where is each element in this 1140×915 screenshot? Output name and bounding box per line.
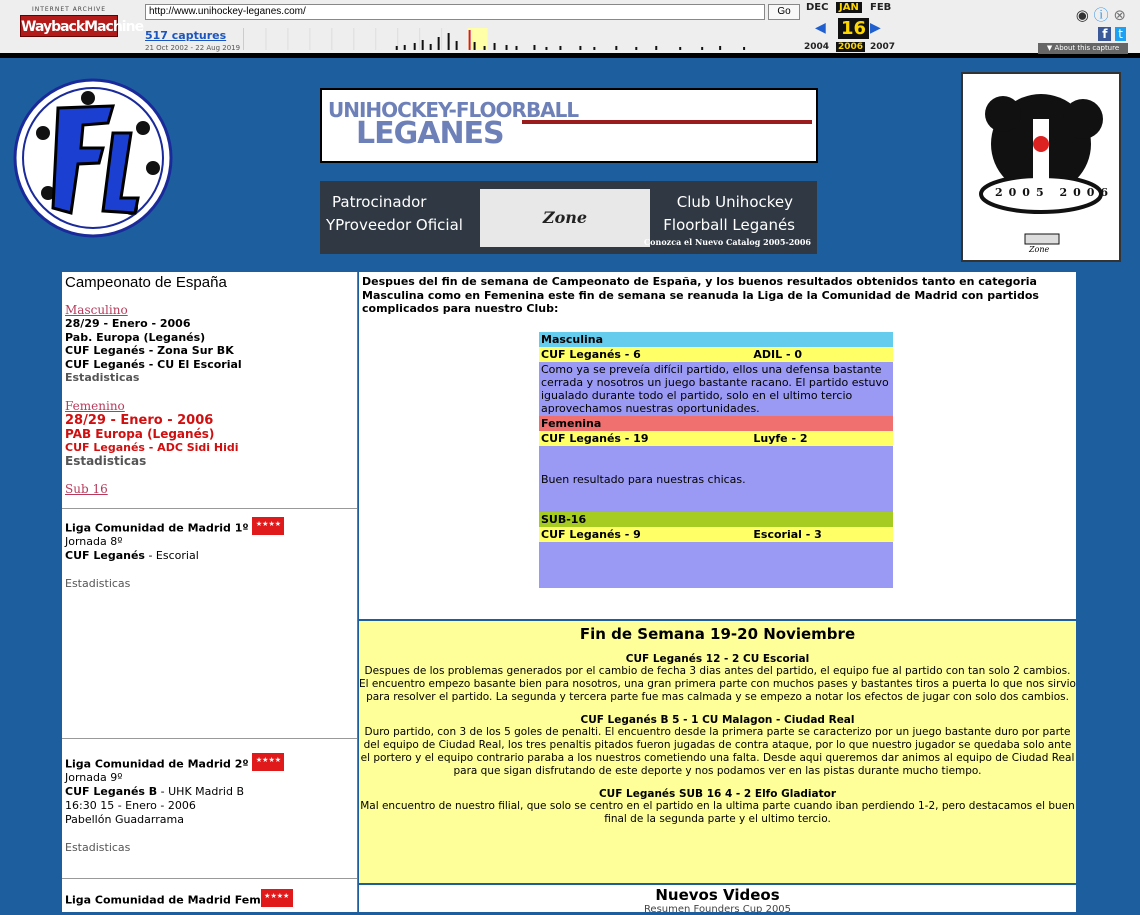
news-item-title: CUF Leganés SUB 16 4 - 2 Elfo Gladiator xyxy=(598,788,837,800)
sponsor-right-2: Floorball Leganés xyxy=(663,216,795,234)
liga1-rival: - Escorial xyxy=(144,549,199,562)
fem-line: CUF Leganés - ADC Sidi Hidi xyxy=(65,441,239,454)
fem-home-score: CUF Leganés - 19 xyxy=(539,431,751,446)
floorball-logo-letters: Fl xyxy=(13,78,14,79)
ligaf-title: Liga Comunidad de Madrid Fem xyxy=(65,893,261,907)
liga2-rival: - UHK Madrid B xyxy=(157,785,244,798)
sub16-report xyxy=(539,542,893,588)
sub16-home-score: CUF Leganés - 9 xyxy=(539,527,751,542)
captures-link[interactable]: 517 captures xyxy=(145,29,227,42)
sponsor-right-1: Club Unihockey xyxy=(676,193,793,211)
team-crest-image[interactable] xyxy=(961,72,1121,262)
sponsor-left-2: YProveedor Oficial xyxy=(326,216,463,234)
about-capture-button[interactable]: ▼ About this capture xyxy=(1038,43,1128,54)
sidebar-title: Campeonato de España xyxy=(65,274,227,291)
prev-arrow-icon[interactable]: ◀ xyxy=(815,20,826,36)
masc-line: CUF Leganés - Zona Sur BK xyxy=(65,344,234,357)
day-current: 16 xyxy=(838,18,869,39)
close-icon[interactable]: ⊗ xyxy=(1113,6,1126,24)
month-prev[interactable]: DEC xyxy=(806,2,829,13)
archive-label: INTERNET ARCHIVE xyxy=(31,6,107,13)
fem-line: 28/29 - Enero - 2006 xyxy=(65,412,214,428)
madrid-flag-icon: ★★★★ xyxy=(252,753,284,771)
news-item-title: CUF Leganés B 5 - 1 CU Malagon - Ciudad Real xyxy=(580,714,855,726)
madrid-flag-icon: ★★★★ xyxy=(252,517,284,535)
news-item-text: Duro partido, con 3 de los 5 goles de penalti. El encuentro desde la primera parte se caracterizo por un juego bastante duro por parte del equipo de Ciudad Real, los tres penaltis pitados fueron jugadas de contra ataque, por lo que nuestro jugador se quedaba solo ante el portero y el equipo contrario paraba a los nuestros cometiendo una falta. Desde aqui queremos dar animos al equipo de Ciudad Real para que sigan disfrutando de este deporte y nos podamos ver en las pistas durante mucho tiempo. xyxy=(360,726,1075,777)
masc-line: 28/29 - Enero - 2006 xyxy=(65,317,191,330)
crest-year: 2005 2006 xyxy=(995,186,1115,199)
main-content xyxy=(359,272,1076,915)
user-icon[interactable]: ◉ xyxy=(1075,6,1089,24)
fem-line: PAB Europa (Leganés) xyxy=(65,426,215,441)
zone-brand-logo: Zone xyxy=(480,189,650,247)
liga1-title: Liga Comunidad de Madrid 1º xyxy=(65,521,249,535)
madrid-flag-icon: ★★★★ xyxy=(261,889,293,907)
ligaf-section xyxy=(62,878,357,907)
masc-header: Masculina xyxy=(539,332,893,347)
news-title: Fin de Semana 19-20 Noviembre xyxy=(579,625,856,643)
sub16-away-score: Escorial - 3 xyxy=(751,527,893,542)
news-section xyxy=(359,619,1076,885)
liga2-stats-link[interactable]: Estadisticas xyxy=(65,841,131,854)
go-button[interactable]: Go xyxy=(768,4,800,20)
masc-away-score: ADIL - 0 xyxy=(751,347,893,362)
sub16-link[interactable]: Sub 16 xyxy=(65,482,108,496)
fem-stats-link[interactable]: Estadisticas xyxy=(65,453,147,468)
masc-stats-link[interactable]: Estadisticas xyxy=(65,371,140,384)
masculino-link[interactable]: Masculino xyxy=(65,303,128,317)
liga1-jornada: Jornada 8º xyxy=(65,535,123,548)
liga1-section xyxy=(62,508,357,738)
masc-line: CUF Leganés - CU El Escorial xyxy=(65,357,242,371)
masc-home-score: CUF Leganés - 6 xyxy=(539,347,751,362)
month-next[interactable]: FEB xyxy=(870,2,892,13)
wayback-logo[interactable] xyxy=(20,6,144,44)
year-next[interactable]: 2007 xyxy=(870,42,896,52)
crest-brand: Zone xyxy=(1029,245,1050,254)
videos-subtitle[interactable]: Resumen Founders Cup 2005 xyxy=(643,904,792,915)
intro-text: Despues del fin de semana de Campeonato de España, y los buenos resultados obtenidos tanto en categoria Masculina como en Femenina este fin de semana se reanuda la Liga de la Comunidad de Madrid con partidos complicados para nuestro Club: xyxy=(362,275,1039,315)
liga1-team: CUF Leganés xyxy=(65,549,145,562)
fem-report: Buen resultado para nuestras chicas. xyxy=(539,446,893,512)
year-current: 2006 xyxy=(838,42,864,52)
next-arrow-icon[interactable]: ▶ xyxy=(870,20,881,36)
news-item-title: CUF Leganés 12 - 2 CU Escorial xyxy=(625,653,810,665)
crest-drawing xyxy=(963,74,1119,260)
about-capture-label: About this capture xyxy=(1054,44,1120,52)
month-current: JAN xyxy=(836,2,862,13)
wayback-toolbar xyxy=(0,0,1140,58)
fem-away-score: Luyfe - 2 xyxy=(751,431,893,446)
liga2-jornada: Jornada 9º xyxy=(65,771,123,784)
news-item-text: Mal encuentro de nuestro filial, que solo se centro en el partido en la ultima parte cuando iban perdiendo 1-2, pero destacamos el buen final de la segunda parte y el ultimo tercio. xyxy=(360,800,1075,825)
url-input[interactable]: http://www.unihockey-leganes.com/ xyxy=(145,4,765,20)
floorball-logo[interactable] xyxy=(13,78,173,238)
banner-title-bottom: LEGANES xyxy=(356,116,504,151)
sponsor-left-1: Patrocinador xyxy=(332,193,427,211)
year-prev[interactable]: 2004 xyxy=(804,42,830,52)
wayback-logo-text: WaybackMachine xyxy=(20,15,118,37)
club-banner[interactable] xyxy=(320,88,818,163)
capture-sparkline[interactable] xyxy=(243,28,798,50)
liga2-place: Pabellón Guadarrama xyxy=(65,813,184,826)
help-icon[interactable]: ⓘ xyxy=(1093,6,1109,24)
videos-section xyxy=(359,886,1076,915)
liga2-date: 16:30 15 - Enero - 2006 xyxy=(65,799,196,812)
results-table xyxy=(539,332,893,588)
twitter-icon[interactable]: t xyxy=(1115,27,1126,41)
facebook-icon[interactable]: f xyxy=(1098,27,1111,41)
sub16-header: SUB-16 xyxy=(539,512,893,527)
news-item-text: Despues de los problemas generados por el cambio de fecha 3 dias antes del partido, el equipo fue al partido con tan solo 2 cambios. El encuentro empezo basante bien para nosotros, una gran primera parte con muchos pases y bastantes tiros a puerta lo que nos sirvio para resolver el partido. La segunda y tercera parte fue mas calmada y se empezo a notar los efectos de jugar con solo dos cambios. xyxy=(359,665,1076,703)
femenino-link[interactable]: Femenino xyxy=(65,398,125,413)
capture-range: 21 Oct 2002 - 22 Aug 2019 xyxy=(145,44,241,52)
sidebar xyxy=(62,272,358,912)
liga2-section xyxy=(62,738,357,878)
toolbar-icons xyxy=(1076,4,1126,41)
videos-title: Nuevos Videos xyxy=(655,886,780,904)
masc-line: Pab. Europa (Leganés) xyxy=(65,330,206,344)
liga2-title: Liga Comunidad de Madrid 2º xyxy=(65,757,249,771)
liga2-team: CUF Leganés B xyxy=(65,785,158,798)
masc-report: Como ya se preveía difícil partido, ellos una defensa bastante cerrada y nosotros un juego bastante racano. El partido estuvo igualado durante todo el partido, solo en el ultimo tercio aprovechamos nuestras oportunidades. xyxy=(539,362,893,416)
sponsor-right-3: Conozca el Nuevo Catalog 2005-2006 xyxy=(643,237,811,247)
liga1-stats-link[interactable]: Estadisticas xyxy=(65,577,131,590)
banner-title-top: UNIHOCKEY-FLOORBALL xyxy=(328,98,579,122)
sponsor-banner[interactable] xyxy=(320,181,817,254)
fem-header: Femenina xyxy=(539,416,893,431)
